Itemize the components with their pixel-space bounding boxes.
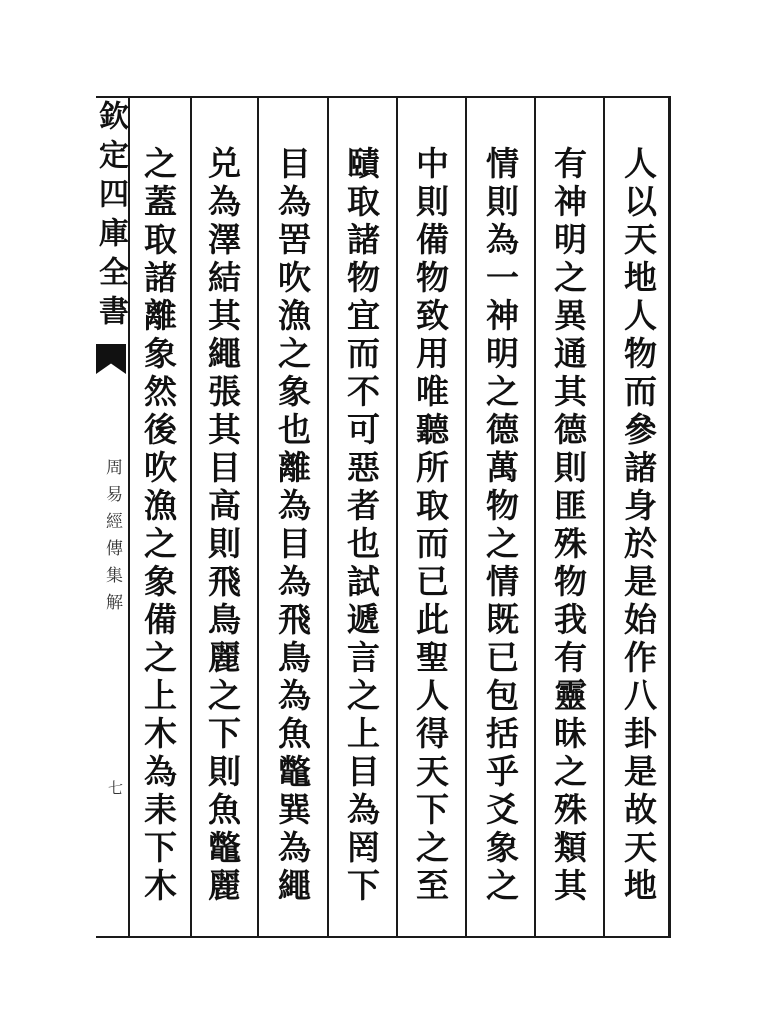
text-column-2: 有神明之異通其德則匪殊物我有靈昧之殊類其 [549,146,588,906]
column-divider [396,96,398,938]
text-column-4: 中則備物致用唯聽所取而已此聖人得天下之至 [411,146,450,906]
column-divider [534,96,536,938]
margin-collection-title: 欽定四庫全書 [93,100,128,334]
text-column-8: 之蓋取諸離象然後吹漁之象備之上木為耒下木 [139,146,178,906]
column-divider [465,96,467,938]
page-number: 七 [106,780,124,795]
column-divider [327,96,329,938]
top-border [96,96,671,98]
margin-book-title: 周易經傳集解 [102,458,122,620]
fishtail-mark-icon [96,344,126,374]
text-column-6: 目為罟吹漁之象也離為目為飛鳥為魚鼈巽為繩 [273,146,312,906]
margin-divider [128,96,130,938]
bottom-border [96,936,671,938]
text-column-5: 賾取諸物宜而不可惡者也試遞言之上目為罔下 [342,146,381,906]
column-divider [190,96,192,938]
column-divider [257,96,259,938]
right-border [668,96,671,938]
text-column-1: 人以天地人物而參諸身於是始作八卦是故天地 [619,146,658,906]
text-column-7: 兑為澤結其繩張其目高則飛鳥麗之下則魚鼈麗 [203,146,242,906]
text-column-3: 情則為一神明之德萬物之情既已包括乎爻象之 [481,146,520,906]
column-divider [603,96,605,938]
